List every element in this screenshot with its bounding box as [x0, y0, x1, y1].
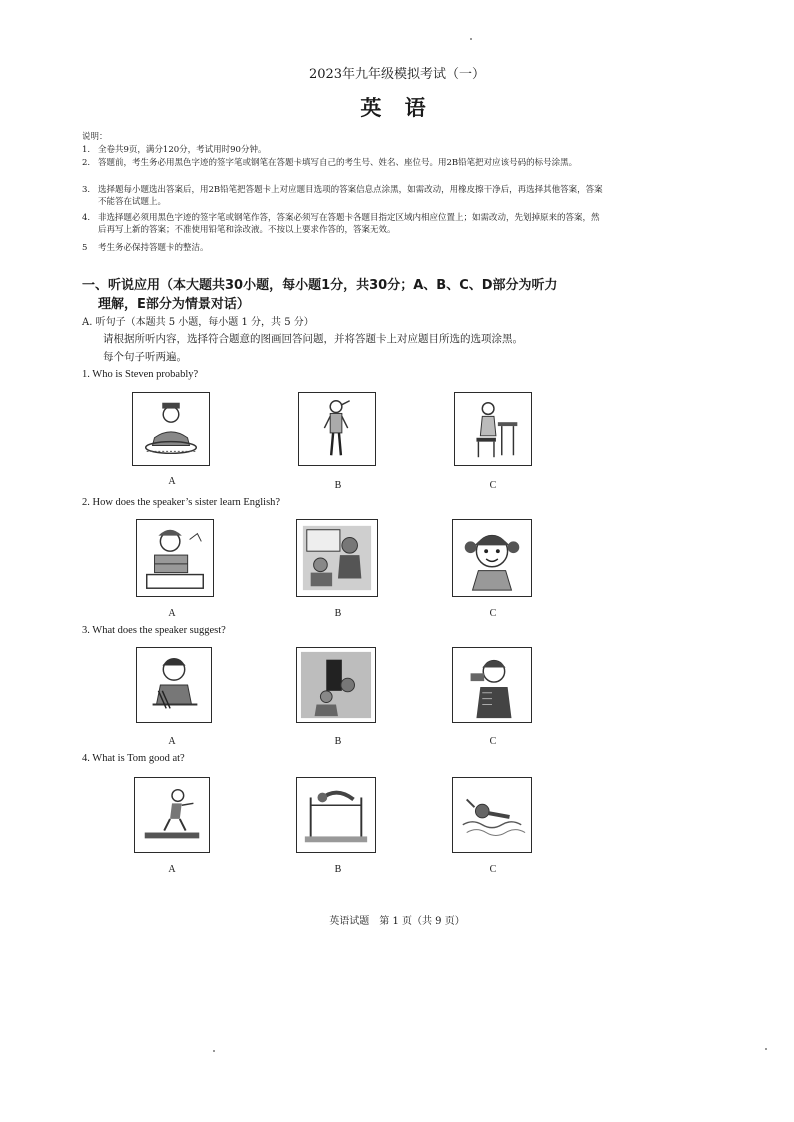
person-cooking-illustration — [133, 393, 209, 465]
section-title — [82, 276, 612, 314]
q4-option-b-picture[interactable] — [296, 777, 376, 853]
note-item — [82, 184, 607, 208]
note-item — [82, 242, 607, 254]
note-text: 非选择题必须用黑色字迹的签字笔或钢笔作答，答案必须写在答题卡各题目指定区域内相应位置上；如需改动，先划掉原来的答案，然后再写上新的答案；不准使用铅笔和涂改液。不按以上要求作答的，答案无效。 — [98, 213, 600, 235]
q3-option-b-picture[interactable] — [296, 647, 376, 723]
boy-running-illustration — [135, 778, 209, 852]
question-2-text: 2. How does the speaker’s sister learn English? — [82, 497, 281, 508]
note-item — [82, 144, 607, 156]
question-1-text: 1. Who is Steven probably? — [82, 369, 199, 380]
note-text: 选择题每小题选出答案后，用2B铅笔把答题卡上对应题目选项的答案信息点涂黑，如需改动，用橡皮擦干净后，再选择其他答案，答案不能答在试题上。 — [98, 185, 603, 207]
q2-option-c-label: C — [489, 608, 497, 619]
section-title-line2: 理解，E部分为情景对话） — [98, 297, 250, 312]
boy-writing-illustration — [137, 648, 211, 722]
q1-option-a-picture[interactable] — [132, 392, 210, 466]
exam-title: 2023年九年级模拟考试（一） — [308, 67, 486, 82]
notes-heading: 说明： — [82, 132, 108, 142]
q3-option-c-picture[interactable] — [452, 647, 532, 723]
high-jump-illustration — [297, 778, 375, 852]
person-at-desk-illustration — [455, 393, 531, 465]
question-3-text: 3. What does the speaker suggest? — [82, 625, 226, 636]
smiling-girl-illustration — [453, 520, 531, 596]
girl-reading-illustration — [137, 520, 213, 596]
q4-option-a-label: A — [168, 864, 176, 875]
part-a-title: A. 听句子（本题共 5 小题，每小题 1 分，共 5 分） — [82, 317, 314, 328]
note-number: 4. — [82, 213, 91, 223]
q3-option-a-picture[interactable] — [136, 647, 212, 723]
q4-option-b-label: B — [334, 864, 342, 875]
q1-option-b-label: B — [334, 480, 342, 491]
q3-option-b-label: B — [334, 736, 342, 747]
q4-option-c-picture[interactable] — [452, 777, 532, 853]
boy-swimming-illustration — [453, 778, 531, 852]
note-number: 3. — [82, 185, 91, 195]
q1-option-a-label: A — [168, 476, 176, 487]
note-number: 1. — [82, 145, 91, 155]
q4-option-a-picture[interactable] — [134, 777, 210, 853]
page-footer: 英语试题 第 1 页（共 9 页） — [329, 916, 465, 927]
boy-drinking-illustration — [453, 648, 531, 722]
part-a-instruction: 请根据所听内容，选择符合题意的图画回答问题，并将答题卡上对应题目所选的选项涂黑。 — [103, 333, 523, 345]
note-text: 全卷共9页，满分120分，考试用时90分钟。 — [98, 145, 267, 155]
note-item — [82, 157, 607, 169]
scan-speck — [470, 38, 472, 40]
q3-option-c-label: C — [489, 736, 497, 747]
q2-option-b-label: B — [334, 608, 342, 619]
q2-option-c-picture[interactable] — [452, 519, 532, 597]
person-standing-illustration — [299, 393, 375, 465]
scan-speck — [765, 1048, 767, 1050]
q2-option-b-picture[interactable] — [296, 519, 378, 597]
q1-option-b-picture[interactable] — [298, 392, 376, 466]
night-window-illustration — [297, 648, 375, 722]
q3-option-a-label: A — [168, 736, 176, 747]
q4-option-c-label: C — [489, 864, 497, 875]
subject-title: 英 语 — [360, 95, 434, 120]
note-text: 答题前，考生务必用黑色字迹的签字笔或钢笔在答题卡填写自己的考生号、姓名、座位号。用2B铅笔把对应该号码的标号涂黑。 — [98, 158, 578, 168]
q2-option-a-label: A — [168, 608, 176, 619]
note-number: 5 — [82, 243, 88, 253]
note-item — [82, 212, 607, 236]
note-text: 考生务必保持答题卡的整洁。 — [98, 243, 209, 253]
q1-option-c-picture[interactable] — [454, 392, 532, 466]
section-title-line1: 一、听说应用（本大题共30小题，每小题1分，共30分；A、B、C、D部分为听力 — [82, 278, 558, 293]
q1-option-c-label: C — [489, 480, 497, 491]
q2-option-a-picture[interactable] — [136, 519, 214, 597]
part-a-instruction-repeat: 每个句子听两遍。 — [103, 351, 187, 363]
scan-speck — [213, 1050, 215, 1052]
question-4-text: 4. What is Tom good at? — [82, 753, 185, 764]
classroom-scene-illustration — [297, 520, 377, 596]
note-number: 2. — [82, 158, 91, 168]
